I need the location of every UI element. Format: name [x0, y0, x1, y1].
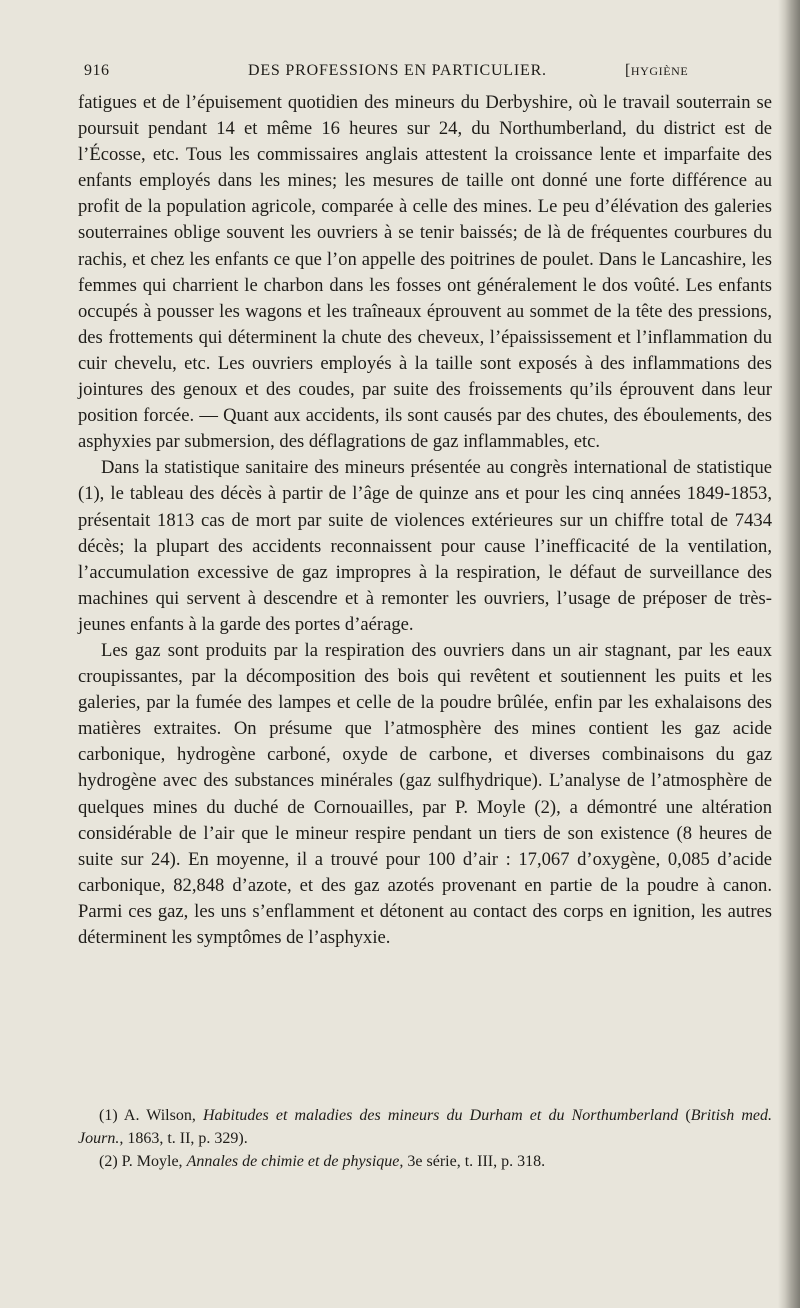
paragraph-1: fatigues et de l’épuisement quotidien des mineurs du Derbyshire, où le travail souterrain se poursuit pendant 14 et même 16 heures sur 24, du Northumberland, du district est de l’Écosse, etc. Tous les commissaires anglais attestent la croissance lente et imparfaite des enfants employés dans les mines; les mesures de taille ont donné une forte différence au profit de la population agricole, comparée à celle des mines. Le peu d’élévation des galeries souterraines oblige souvent les ouvriers à se tenir baissés; de là de fréquentes courbures du rachis, et chez les enfants ce que l’on appelle des poitrines de poulet. Dans le Lancashire, les femmes qui charrient le charbon dans les fosses ont généralement le dos voûté. Les enfants occupés à pousser les wagons et les traîneaux éprouvent au sommet de la tête des pressions, des frottements qui déterminent la chute des cheveux, l’épaississement et l’inflammation du cuir chevelu, etc. Les ouvriers employés à la taille sont exposés à des inflammations des jointures des genoux et des coudes, par suite des froissements qu’ils éprouvent dans leur position forcée. — Quant aux accidents, ils sont causés par des chutes, des éboulements, des asphyxies par submersion, des déflagrations de gaz inflammables, etc.	[78, 92, 772, 453]
running-title: DES PROFESSIONS EN PARTICULIER.	[248, 62, 547, 79]
section-name: HYGIÈNE	[630, 64, 689, 78]
section-label	[625, 62, 688, 80]
footnote-2	[78, 1150, 772, 1173]
footnote-author: P. Moyle,	[121, 1153, 183, 1170]
footnote-author: A. Wilson,	[123, 1107, 196, 1124]
paragraph-3: Les gaz sont produits par la respiration des ouvriers dans un air stagnant, par les eaux croupissantes, par la décomposition des bois qui revêtent et soutiennent les puits et les galeries, par la fumée des lampes et celle de la poudre brûlée, enfin par les exhalaisons des matières extraites. On présume que l’atmosphère des mines contient les gaz acide carbonique, hydrogène carboné, oxyde de carbone, et diverses combinaisons du gaz hydrogène avec des substances minérales (gaz sulfhydrique). L’analyse de l’atmosphère de quelques mines du duché de Cornouailles, par P. Moyle (2), a démontré une altération considérable de l’air que le mineur respire pendant un tiers de son existence (8 heures de suite sur 24). En moyenne, il a trouvé pour 100 d’air : 17,067 d’oxygène, 0,085 d’acide carbonique, 82,848 d’azote, et des gaz azotés provenant en partie de la poudre à canon. Parmi ces gaz, les uns s’enflamment et détonent au contact des corps en ignition, les autres déterminent les symptômes de l’asphyxie.	[78, 639, 772, 948]
main-text	[78, 90, 772, 951]
footnote-details: 1863, t. II, p. 329).	[127, 1130, 248, 1147]
footnote-marker: (2)	[99, 1153, 118, 1170]
page-number: 916	[84, 62, 110, 79]
section-bracket: [	[625, 62, 631, 79]
paragraph-2: Dans la statistique sanitaire des mineurs présentée au congrès international de statistique (1), le tableau des décès à partir de l’âge de quinze ans et pour les cinq années 1849-1853, présentait 1813 cas de mort par suite de violences extérieures sur un chiffre total de 7434 décès; la plupart des accidents reconnaissent pour cause l’inefficacité de la ventilation, l’accumulation excessive de gaz impropres à la respiration, le défaut de surveillance des machines qui servent à descendre et à remonter les ouvriers, l’usage de préposer de très-jeunes enfants à la garde des portes d’aérage.	[78, 457, 772, 635]
page-edge-shadow	[778, 0, 800, 1308]
footnote-details: 3e série, t. III, p. 318.	[407, 1153, 546, 1170]
footnote-title: Annales de chimie et de physique,	[186, 1153, 404, 1170]
footnote-title: Habitudes et maladies des mineurs du Durham et du Northumberland	[202, 1107, 679, 1124]
footnote-1: (1) A. Wilson, Habitudes et maladies des mineurs du Durham et du Northumberland (British med. Journ., 1863, t. II, p. 329).	[78, 1107, 773, 1147]
footnote-source: British med. Journ.,	[78, 1107, 773, 1147]
footnote-marker: (1)	[99, 1107, 118, 1124]
footnotes	[78, 1104, 772, 1173]
running-head	[74, 62, 774, 88]
